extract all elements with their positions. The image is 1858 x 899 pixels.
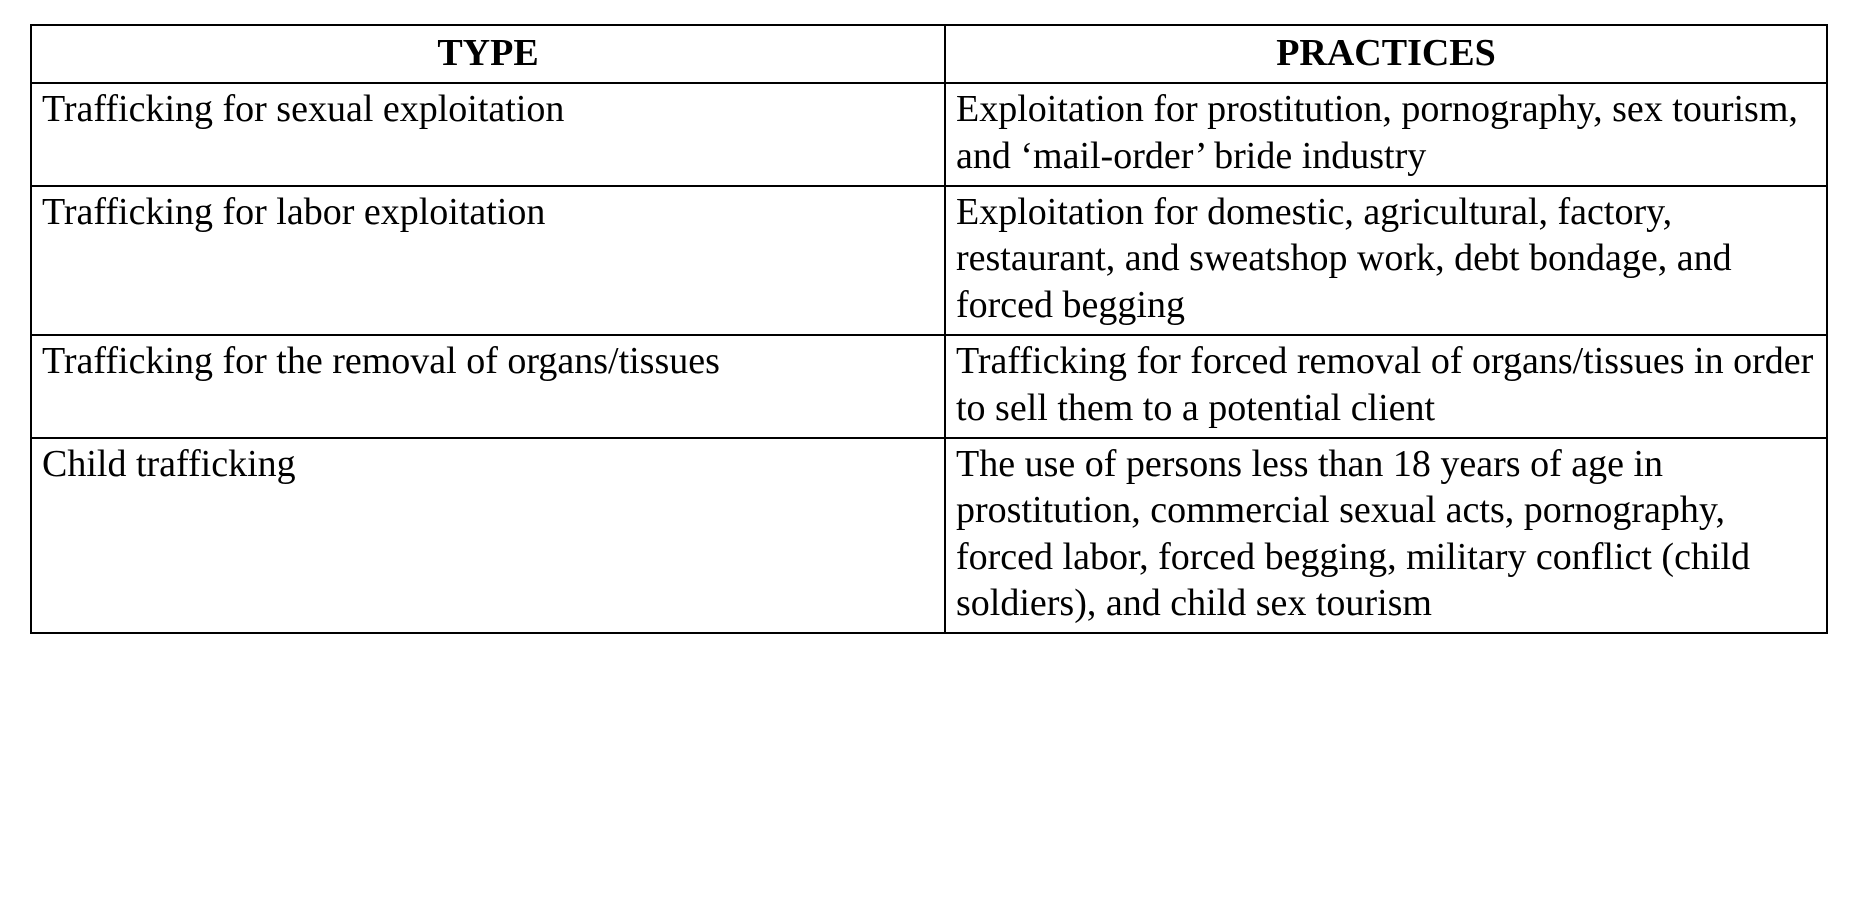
cell-type-text: Trafficking for the removal of organs/tissues	[42, 340, 720, 383]
column-header-type: TYPE	[31, 25, 945, 83]
cell-practices	[945, 438, 1827, 633]
table-row	[31, 438, 1827, 633]
cell-type	[31, 438, 945, 633]
cell-type	[31, 186, 945, 335]
cell-type	[31, 335, 945, 438]
cell-practices	[945, 335, 1827, 438]
column-header-practices: PRACTICES	[945, 25, 1827, 83]
cell-practices	[945, 83, 1827, 186]
cell-practices	[945, 186, 1827, 335]
table-row	[31, 186, 1827, 335]
trafficking-types-table	[30, 24, 1828, 634]
table-header-row	[31, 25, 1827, 83]
cell-type-text: Trafficking for labor exploitation	[42, 191, 546, 234]
cell-practices-text: Exploitation for domestic, agricultural, factory, restaurant, and sweatshop work, debt bondage, and forced begging	[956, 191, 1732, 326]
table-row	[31, 335, 1827, 438]
cell-practices-text: Trafficking for forced removal of organs/tissues in order to sell them to a potential client	[956, 340, 1814, 429]
cell-type-text: Trafficking for sexual exploitation	[42, 88, 565, 131]
trafficking-types-table-wrapper	[30, 24, 1826, 634]
table-row	[31, 83, 1827, 186]
cell-type-text: Child trafficking	[42, 442, 296, 485]
cell-type	[31, 83, 945, 186]
cell-practices-text: Exploitation for prostitution, pornography, sex tourism, and ‘mail-order’ bride industry	[956, 88, 1798, 177]
cell-practices-text: The use of persons less than 18 years of age in prostitution, commercial sexual acts, pornography, forced labor, forced begging, military conflict (child soldiers), and child sex tourism	[956, 442, 1751, 624]
